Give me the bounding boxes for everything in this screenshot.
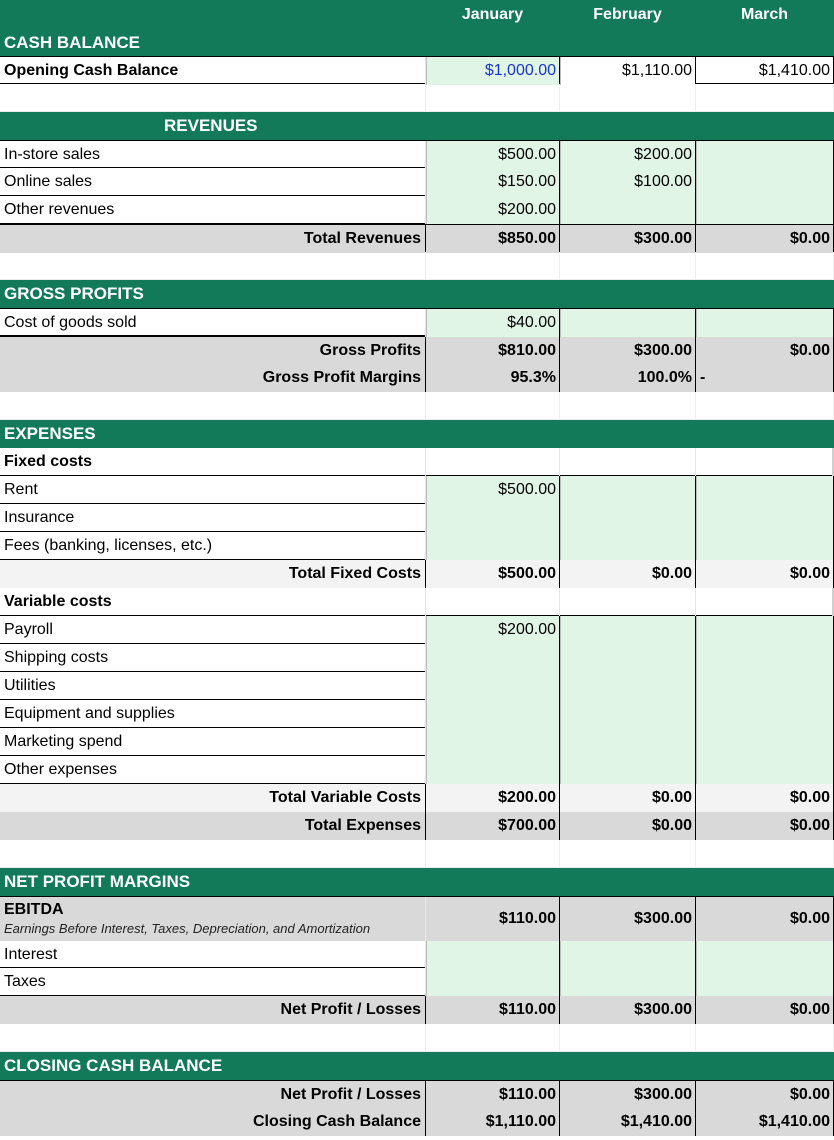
value-cell[interactable]: $200.00 <box>426 196 560 224</box>
total-cell[interactable]: $300.00 <box>560 337 696 365</box>
total-cell[interactable]: $0.00 <box>696 812 834 840</box>
month-header-march[interactable]: March <box>696 0 834 30</box>
cogs-row <box>0 308 834 336</box>
cell[interactable] <box>696 252 834 280</box>
month-header-january[interactable]: January <box>426 0 560 30</box>
cell[interactable] <box>426 1024 560 1052</box>
variable-cost-row <box>0 672 834 700</box>
total-cell[interactable]: $0.00 <box>696 560 834 588</box>
cell[interactable] <box>426 1052 560 1080</box>
opening-cash-january[interactable]: $1,000.00 <box>426 57 560 85</box>
total-cell[interactable]: 95.3% <box>426 364 560 392</box>
closing-cash-row <box>0 1108 834 1136</box>
value-cell[interactable]: $200.00 <box>560 141 696 169</box>
value-cell[interactable] <box>696 672 834 700</box>
fixed-cost-row <box>0 504 834 532</box>
total-cell[interactable]: 100.0% <box>560 364 696 392</box>
value-cell[interactable]: $150.00 <box>426 168 560 196</box>
net-profit-row <box>0 996 834 1024</box>
cell[interactable] <box>696 280 834 308</box>
row-label[interactable]: Utilities <box>0 672 426 700</box>
ebitda-subtitle: Earnings Before Interest, Taxes, Depreciation, and Amortization <box>4 921 371 936</box>
cell[interactable] <box>0 84 426 112</box>
value-cell[interactable] <box>426 756 560 784</box>
total-cell[interactable]: $850.00 <box>426 225 560 253</box>
row-label[interactable]: Closing Cash Balance <box>0 1108 426 1136</box>
opening-cash-march[interactable]: $1,410.00 <box>696 57 834 85</box>
cell[interactable] <box>0 1024 426 1052</box>
value-cell[interactable] <box>696 616 834 644</box>
section-title[interactable]: CLOSING CASH BALANCE <box>0 1052 426 1080</box>
cell[interactable] <box>426 84 560 112</box>
spacer-row <box>0 252 834 280</box>
value-cell[interactable] <box>426 941 560 969</box>
total-cell[interactable]: $300.00 <box>560 1081 696 1109</box>
section-title[interactable]: EXPENSES <box>0 420 426 448</box>
value-cell[interactable] <box>696 968 834 996</box>
cell[interactable] <box>696 420 834 448</box>
row-label[interactable]: Online sales <box>0 168 426 196</box>
value-cell[interactable] <box>426 644 560 672</box>
total-cell[interactable]: $1,410.00 <box>696 1108 834 1136</box>
value-cell[interactable] <box>696 476 834 504</box>
row-label[interactable]: Opening Cash Balance <box>0 57 426 85</box>
value-cell[interactable] <box>426 700 560 728</box>
spacer-row <box>0 84 834 112</box>
value-cell[interactable] <box>560 504 696 532</box>
section-title[interactable]: CASH BALANCE <box>0 30 426 56</box>
total-cell[interactable]: - <box>696 364 834 392</box>
total-revenues-row <box>0 224 834 252</box>
value-cell[interactable] <box>696 756 834 784</box>
value-cell[interactable] <box>560 309 696 337</box>
section-title[interactable]: GROSS PROFITS <box>0 280 426 308</box>
cell[interactable] <box>560 84 696 112</box>
value-cell[interactable] <box>426 532 560 560</box>
row-label[interactable]: Other expenses <box>0 756 426 784</box>
total-cell[interactable]: $0.00 <box>560 812 696 840</box>
total-cell[interactable]: $0.00 <box>696 1081 834 1109</box>
cell[interactable] <box>560 112 696 140</box>
fixed-costs-subheader-row <box>0 448 834 476</box>
total-cell[interactable]: $200.00 <box>426 784 560 812</box>
value-cell[interactable] <box>696 141 834 169</box>
interest-row <box>0 940 834 968</box>
row-label[interactable]: Rent <box>0 476 426 504</box>
total-expenses-row <box>0 812 834 840</box>
value-cell[interactable]: $100.00 <box>560 168 696 196</box>
row-label[interactable]: Net Profit / Losses <box>0 1081 426 1109</box>
row-label[interactable]: Payroll <box>0 616 426 644</box>
value-cell[interactable] <box>426 672 560 700</box>
value-cell[interactable] <box>560 532 696 560</box>
cell[interactable] <box>696 448 834 476</box>
cell[interactable] <box>696 112 834 140</box>
gross-profits-row <box>0 336 834 364</box>
total-cell[interactable]: $0.00 <box>696 225 834 253</box>
variable-cost-row <box>0 728 834 756</box>
cell[interactable] <box>696 1024 834 1052</box>
value-cell[interactable] <box>426 728 560 756</box>
cell[interactable] <box>696 588 834 616</box>
variable-costs-subheader-row <box>0 588 834 616</box>
total-cell[interactable]: $1,110.00 <box>426 1108 560 1136</box>
row-label[interactable]: Shipping costs <box>0 644 426 672</box>
value-cell[interactable] <box>560 756 696 784</box>
value-cell[interactable] <box>560 728 696 756</box>
section-header-revenues <box>0 112 834 140</box>
cell[interactable] <box>560 840 696 868</box>
cell[interactable] <box>426 840 560 868</box>
row-label[interactable]: Fees (banking, licenses, etc.) <box>0 532 426 560</box>
value-cell[interactable] <box>560 700 696 728</box>
total-cell[interactable]: $1,410.00 <box>560 1108 696 1136</box>
cell[interactable] <box>426 252 560 280</box>
cell[interactable] <box>696 84 834 112</box>
ebitda-label-cell[interactable] <box>0 897 426 941</box>
row-label[interactable]: Cost of goods sold <box>0 309 426 337</box>
cell[interactable] <box>426 112 560 140</box>
value-cell[interactable] <box>696 532 834 560</box>
value-cell[interactable] <box>696 504 834 532</box>
total-cell[interactable]: $0.00 <box>696 996 834 1024</box>
section-header-net-profit <box>0 868 834 896</box>
total-variable-costs-row <box>0 784 834 812</box>
cell[interactable] <box>560 392 696 420</box>
cell[interactable] <box>560 868 696 896</box>
ebitda-row <box>0 896 834 940</box>
total-cell[interactable]: $300.00 <box>560 897 696 941</box>
value-cell[interactable] <box>696 644 834 672</box>
total-cell[interactable]: $0.00 <box>696 897 834 941</box>
total-cell[interactable]: $810.00 <box>426 337 560 365</box>
row-label[interactable]: Taxes <box>0 968 426 996</box>
row-label[interactable]: Total Fixed Costs <box>0 560 426 588</box>
section-title[interactable]: REVENUES <box>0 112 426 140</box>
row-label[interactable]: Total Variable Costs <box>0 784 426 812</box>
value-cell[interactable] <box>560 616 696 644</box>
gross-margin-row <box>0 364 834 392</box>
total-cell[interactable]: $110.00 <box>426 1081 560 1109</box>
value-cell[interactable] <box>560 196 696 224</box>
cell[interactable] <box>696 840 834 868</box>
month-header-february[interactable]: February <box>560 0 696 30</box>
spacer-row <box>0 1024 834 1052</box>
cell[interactable] <box>560 448 696 476</box>
section-title[interactable]: NET PROFIT MARGINS <box>0 868 426 896</box>
section-header-expenses <box>0 420 834 448</box>
opening-cash-february[interactable]: $1,110.00 <box>560 57 696 85</box>
variable-cost-row <box>0 644 834 672</box>
total-cell[interactable]: $0.00 <box>560 784 696 812</box>
total-cell[interactable]: $300.00 <box>560 225 696 253</box>
total-cell[interactable]: $700.00 <box>426 812 560 840</box>
cell[interactable] <box>426 30 560 56</box>
variable-cost-row <box>0 756 834 784</box>
section-header-closing-cash <box>0 1052 834 1080</box>
value-cell[interactable] <box>560 941 696 969</box>
fixed-cost-row <box>0 532 834 560</box>
value-cell[interactable] <box>560 968 696 996</box>
value-cell[interactable] <box>560 644 696 672</box>
cell[interactable] <box>426 588 560 616</box>
cell[interactable] <box>560 588 696 616</box>
cell[interactable] <box>696 1052 834 1080</box>
header-blank-cell <box>0 0 426 30</box>
row-label[interactable]: Interest <box>0 941 426 969</box>
revenue-row <box>0 140 834 168</box>
value-cell[interactable] <box>560 672 696 700</box>
value-cell[interactable] <box>696 168 834 196</box>
value-cell[interactable]: $500.00 <box>426 476 560 504</box>
closing-net-profit-row <box>0 1080 834 1108</box>
total-cell[interactable]: $300.00 <box>560 996 696 1024</box>
total-cell[interactable]: $0.00 <box>560 560 696 588</box>
section-header-gross-profits <box>0 280 834 308</box>
row-label[interactable]: Net Profit / Losses <box>0 996 426 1024</box>
variable-cost-row <box>0 700 834 728</box>
cell[interactable] <box>696 392 834 420</box>
revenue-row <box>0 168 834 196</box>
cell[interactable] <box>426 280 560 308</box>
value-cell[interactable] <box>696 941 834 969</box>
spacer-row <box>0 392 834 420</box>
cell[interactable] <box>0 252 426 280</box>
taxes-row <box>0 968 834 996</box>
variable-cost-row <box>0 616 834 644</box>
row-label[interactable]: Gross Profits <box>0 337 426 365</box>
cell[interactable] <box>560 1024 696 1052</box>
value-cell[interactable] <box>696 728 834 756</box>
row-label[interactable]: Total Revenues <box>0 225 426 253</box>
row-label[interactable]: Equipment and supplies <box>0 700 426 728</box>
row-label[interactable]: Other revenues <box>0 196 426 224</box>
value-cell[interactable]: $40.00 <box>426 309 560 337</box>
row-label[interactable]: In-store sales <box>0 141 426 169</box>
total-fixed-costs-row <box>0 560 834 588</box>
spacer-row <box>0 840 834 868</box>
row-label[interactable]: Marketing spend <box>0 728 426 756</box>
cell[interactable] <box>426 392 560 420</box>
value-cell[interactable] <box>696 700 834 728</box>
ebitda-title: EBITDA <box>4 901 64 918</box>
row-label[interactable]: Gross Profit Margins <box>0 364 426 392</box>
cell[interactable] <box>0 392 426 420</box>
cell[interactable] <box>560 1052 696 1080</box>
opening-cash-row <box>0 56 834 84</box>
value-cell[interactable] <box>696 196 834 224</box>
value-cell[interactable] <box>560 476 696 504</box>
cell[interactable] <box>0 840 426 868</box>
cell[interactable] <box>560 280 696 308</box>
total-cell[interactable]: $110.00 <box>426 996 560 1024</box>
month-header-row <box>0 0 834 30</box>
value-cell[interactable]: $200.00 <box>426 616 560 644</box>
total-cell[interactable]: $500.00 <box>426 560 560 588</box>
total-cell[interactable]: $0.00 <box>696 337 834 365</box>
cell[interactable] <box>426 448 560 476</box>
total-cell[interactable]: $110.00 <box>426 897 560 941</box>
fixed-cost-row <box>0 476 834 504</box>
cell[interactable] <box>696 30 834 56</box>
value-cell[interactable] <box>426 504 560 532</box>
cell[interactable] <box>560 252 696 280</box>
cell[interactable] <box>560 420 696 448</box>
section-header-cash-balance <box>0 30 834 56</box>
row-label[interactable]: Variable costs <box>0 588 426 616</box>
value-cell[interactable] <box>426 968 560 996</box>
cell[interactable] <box>696 868 834 896</box>
value-cell[interactable] <box>696 309 834 337</box>
cell[interactable] <box>426 868 560 896</box>
total-cell[interactable]: $0.00 <box>696 784 834 812</box>
cell[interactable] <box>426 420 560 448</box>
cell[interactable] <box>560 30 696 56</box>
row-label[interactable]: Total Expenses <box>0 812 426 840</box>
row-label[interactable]: Fixed costs <box>0 448 426 476</box>
row-label[interactable]: Insurance <box>0 504 426 532</box>
revenue-row <box>0 196 834 224</box>
value-cell[interactable]: $500.00 <box>426 141 560 169</box>
